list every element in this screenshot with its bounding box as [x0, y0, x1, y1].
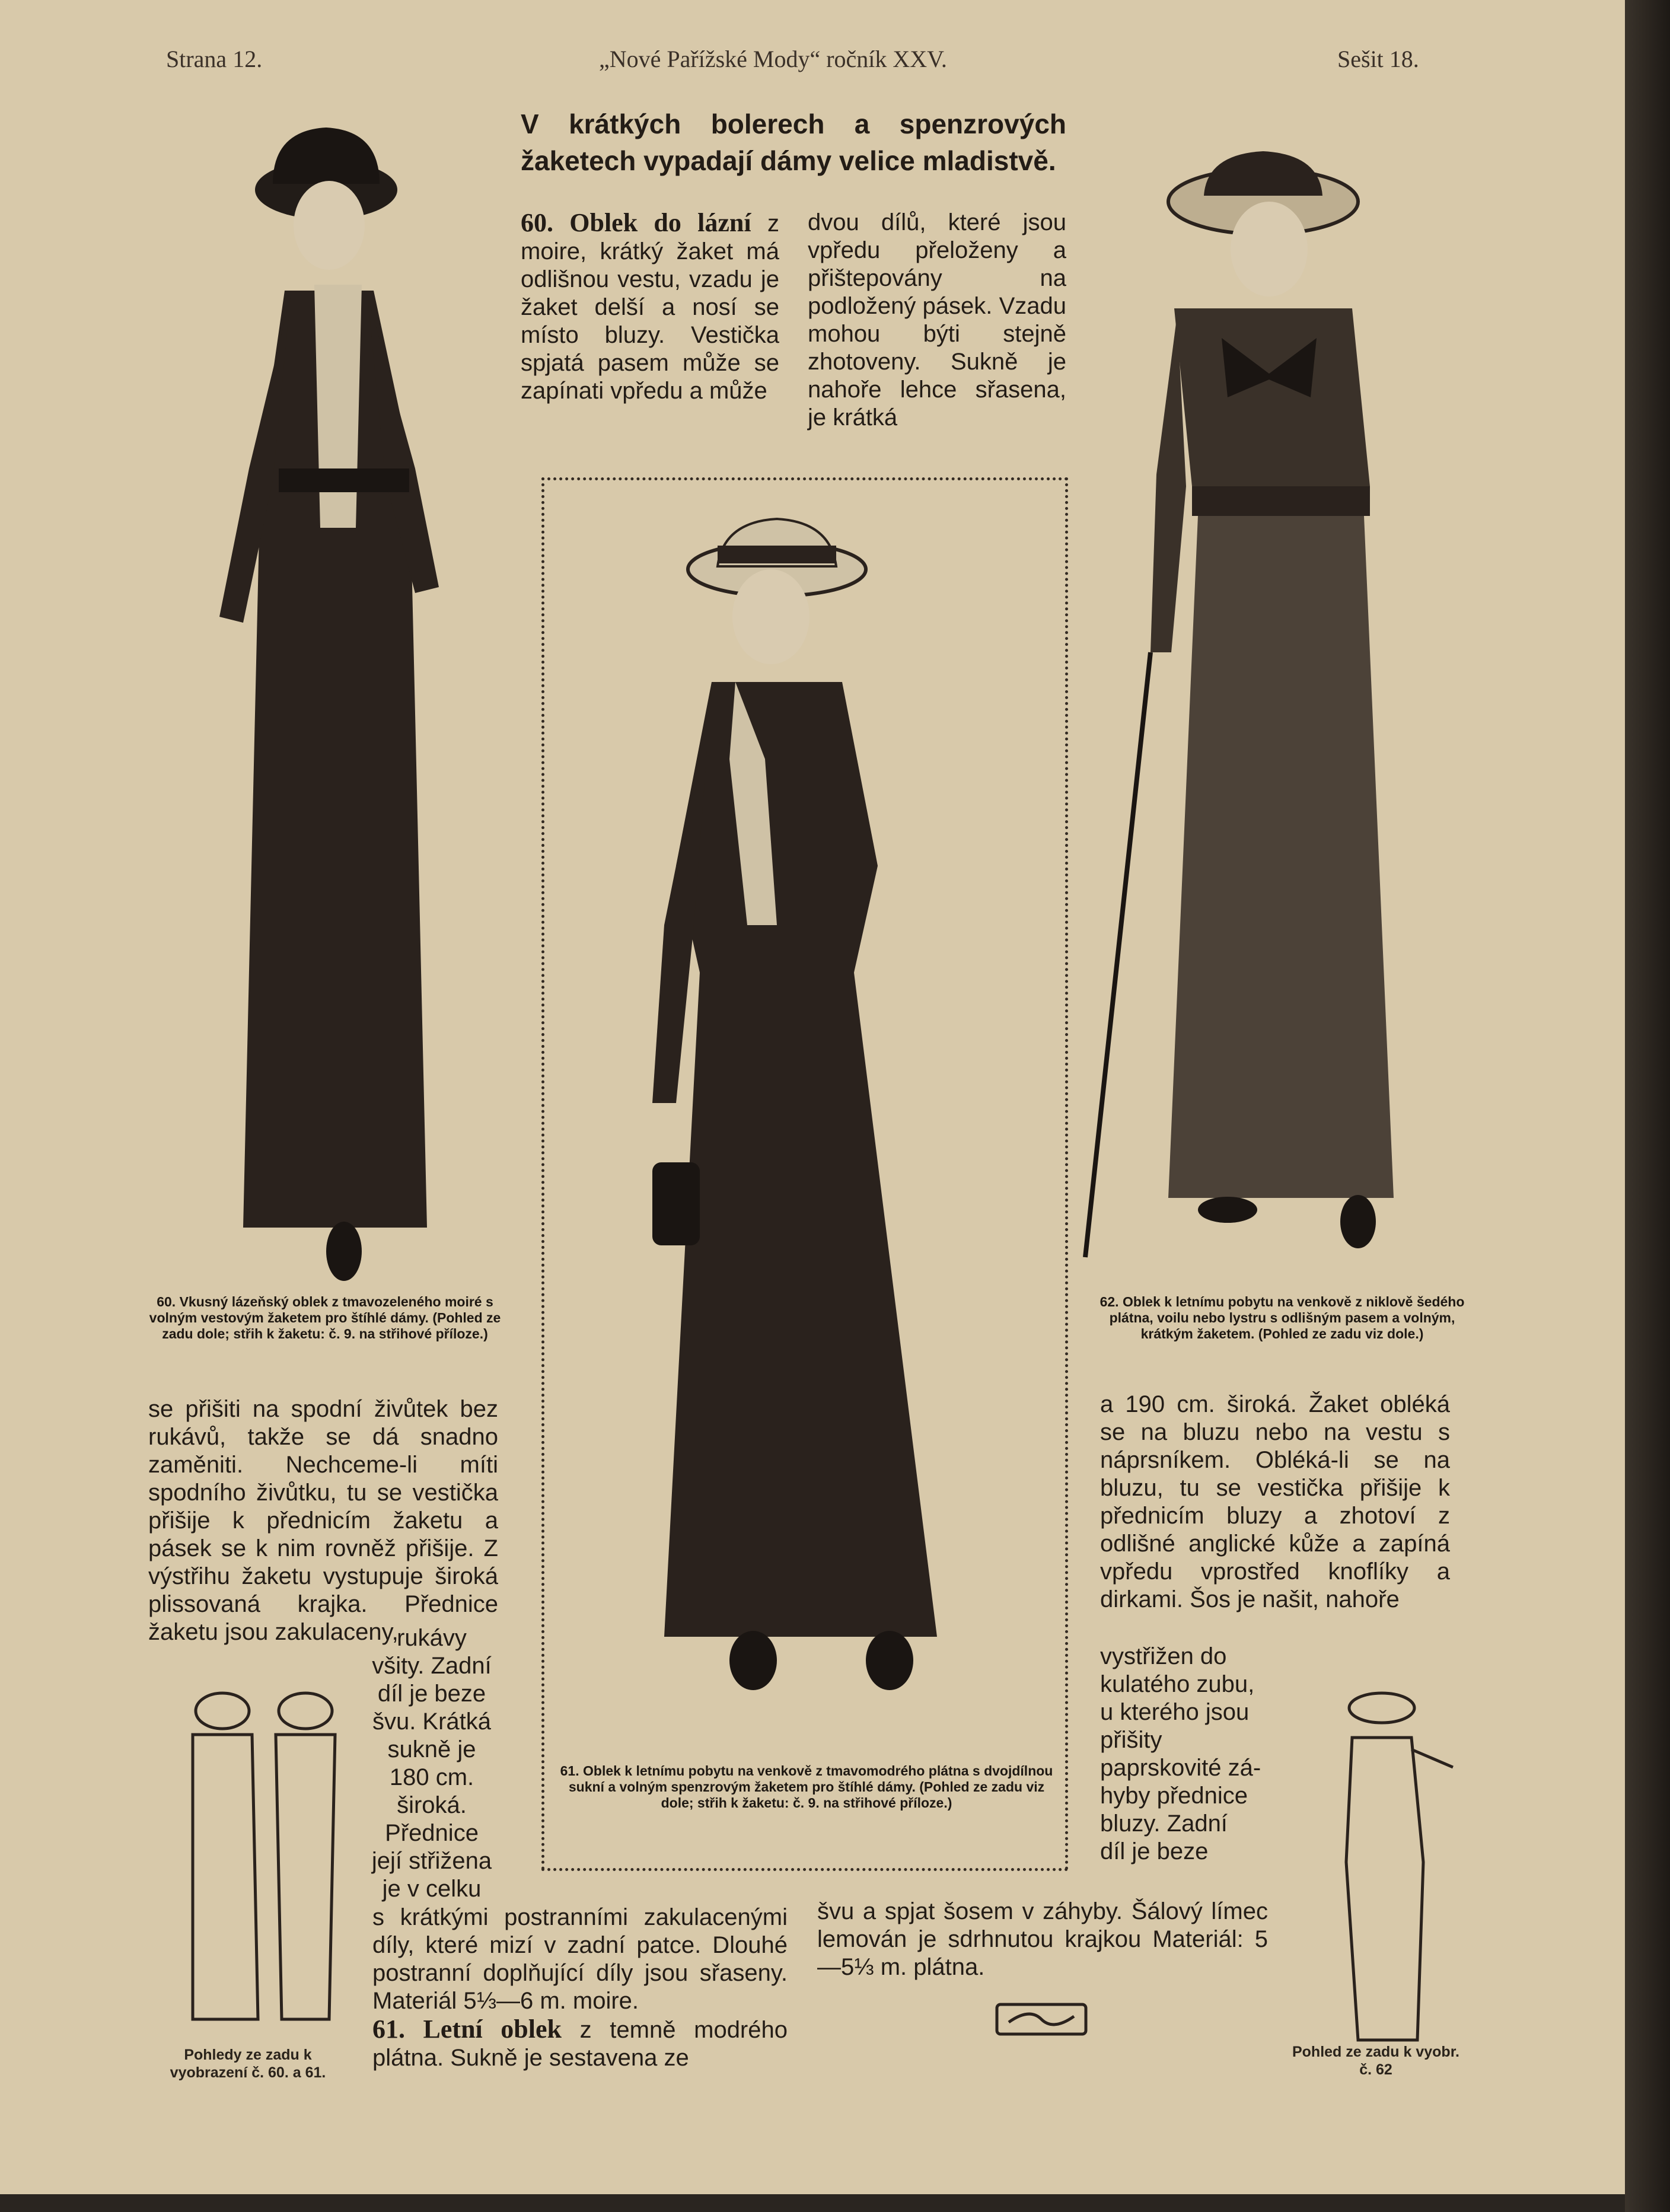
- caption-back-view-left: Pohledy ze zadu k vyobrazení č. 60. a 61.: [170, 2047, 326, 2081]
- narrow-line: sukně je: [387, 1736, 476, 1762]
- magazine-title: „Nové Pařížské Mody“ ročník XXV.: [599, 46, 947, 72]
- text-col-bottom-left: [148, 1395, 498, 1646]
- narrow-line: 180 cm.: [389, 1764, 474, 1790]
- text-col-bottom-right: [1100, 1391, 1450, 1614]
- page-spine: [1625, 0, 1670, 2212]
- item-60-text: z moire, krátký žaket má odlišnou vestu, vzadu je žaket delší a nosí se místo bluzy. Vestička spjatá pasem může se zapínati vpředu a může: [521, 211, 779, 404]
- narrow-line: hyby přednice: [1100, 1783, 1248, 1809]
- text-col-top-right: [808, 209, 1066, 432]
- item-61-text: z temně modrého plátna. Sukně je sestavena ze: [372, 2017, 788, 2071]
- item-60-lead: 60. Oblek do lázní: [521, 208, 751, 237]
- narrow-line: přišity paprskovité zá-: [1100, 1727, 1261, 1781]
- decorative-ornament: [994, 2001, 1089, 2037]
- narrow-line: je v celku: [382, 1876, 482, 1902]
- narrow-line: široká.: [397, 1792, 467, 1818]
- article-title: V krátkých bolerech a spenzrových žaketech vypadají dámy velice mladistvě.: [521, 109, 1066, 176]
- narrow-line: všity. Zadní: [372, 1653, 492, 1679]
- narrow-line: její střižena: [371, 1848, 492, 1874]
- caption-fig-60: 60. Vkusný lázeňský oblek z tmavozeleného moiré s volným vestovým žaketem pro štíhlé dámy. (Pohled ze zadu dole; střih k žaketu: č. 9. na střihové příloze.): [149, 1294, 501, 1341]
- narrow-line: Přednice: [385, 1820, 479, 1846]
- caption-fig-62: 62. Oblek k letnímu pobytu na venkově z niklově šedého plátna, voilu nebo lystru s odlišným pasem a volným, krátkým žaketem. (Pohled ze zadu viz dole.): [1099, 1294, 1465, 1341]
- narrow-line: vystřižen do: [1100, 1643, 1227, 1669]
- item-60-text-cont: dvou dílů, které jsou vpředu přeloženy a přištepovány na podložený pásek. Vzadu mohou býti stejně zhotoveny. Sukně je nahoře lehce sřasena, je krátká: [808, 209, 1066, 431]
- fashion-illustration-62: [1073, 119, 1477, 1269]
- text-bottom-after: s krátkými postranními zakulacenými díly, které mizí v zadní patce. Dlouhé postranní doplňující díly jsou sřaseny. Materiál 5⅓—6 m. moire.: [372, 1904, 788, 2014]
- text-narrow-right: [1100, 1643, 1278, 1866]
- text-bottom-center-left: [372, 1904, 788, 2072]
- page-number: Strana 12.: [166, 46, 263, 72]
- caption-fig-61: 61. Oblek k letnímu pobytu na venkově z tmavomodrého plátna s dvojdílnou sukní a volným spenzrovým žaketem pro štíhlé dámy. (Pohled ze zadu viz dole; střih k žaketu: č. 9. na střihové příloze.): [560, 1763, 1053, 1811]
- narrow-line: rukávy: [397, 1625, 467, 1651]
- text-col-top-left: [521, 209, 779, 405]
- narrow-line: bluzy. Zadní: [1100, 1811, 1228, 1837]
- text-bottom-left-para: se přišiti na spodní živůtek bez rukávů, takže se dá snadno zaměniti. Nechceme-li míti spodního živůtku, tu se vestička přišije k přednicím žaketu a pásek se k nim rovněž přišije. Z výstřihu žaketu vystupuje široká plissovaná krajka. Přednice žaketu jsou zakulaceny,: [148, 1396, 498, 1645]
- fashion-illustration-61: [629, 510, 1008, 1755]
- text-bottom-center-right: [817, 1898, 1268, 1981]
- narrow-line: díl je beze: [377, 1681, 486, 1707]
- narrow-line: kulatého zubu,: [1100, 1671, 1255, 1697]
- fashion-illustration-60: [178, 113, 486, 1293]
- text-bottom-right-after: švu a spjat šosem v záhyby. Šálový límec lemován je sdrhnutou krajkou Materiál: 5—5⅓ m. plátna.: [817, 1898, 1268, 1980]
- back-view-illustration-60-61: [157, 1687, 347, 2025]
- narrow-line: díl je beze: [1100, 1838, 1209, 1864]
- narrow-line: švu. Krátká: [372, 1709, 492, 1735]
- text-narrow-left: [363, 1624, 501, 1903]
- caption-back-view-right: Pohled ze zadu k vyobr. č. 62: [1292, 2044, 1460, 2078]
- narrow-line: u kterého jsou: [1100, 1699, 1250, 1725]
- text-bottom-right-wide: a 190 cm. široká. Žaket obléká se na bluzu nebo na vestu s náprsníkem. Obléká-li se na bluzu, tu se vestička přišije k přednicím bluzy a zhotoví z odlišné anglické kůže a zapíná vpředu vprostřed knoflíky a dirkami. Šos je našit, nahoře: [1100, 1391, 1450, 1612]
- back-view-illustration-62: [1311, 1684, 1465, 2040]
- item-61-lead: 61. Letní oblek: [372, 2015, 562, 2044]
- issue-number: Sešit 18.: [1337, 46, 1419, 72]
